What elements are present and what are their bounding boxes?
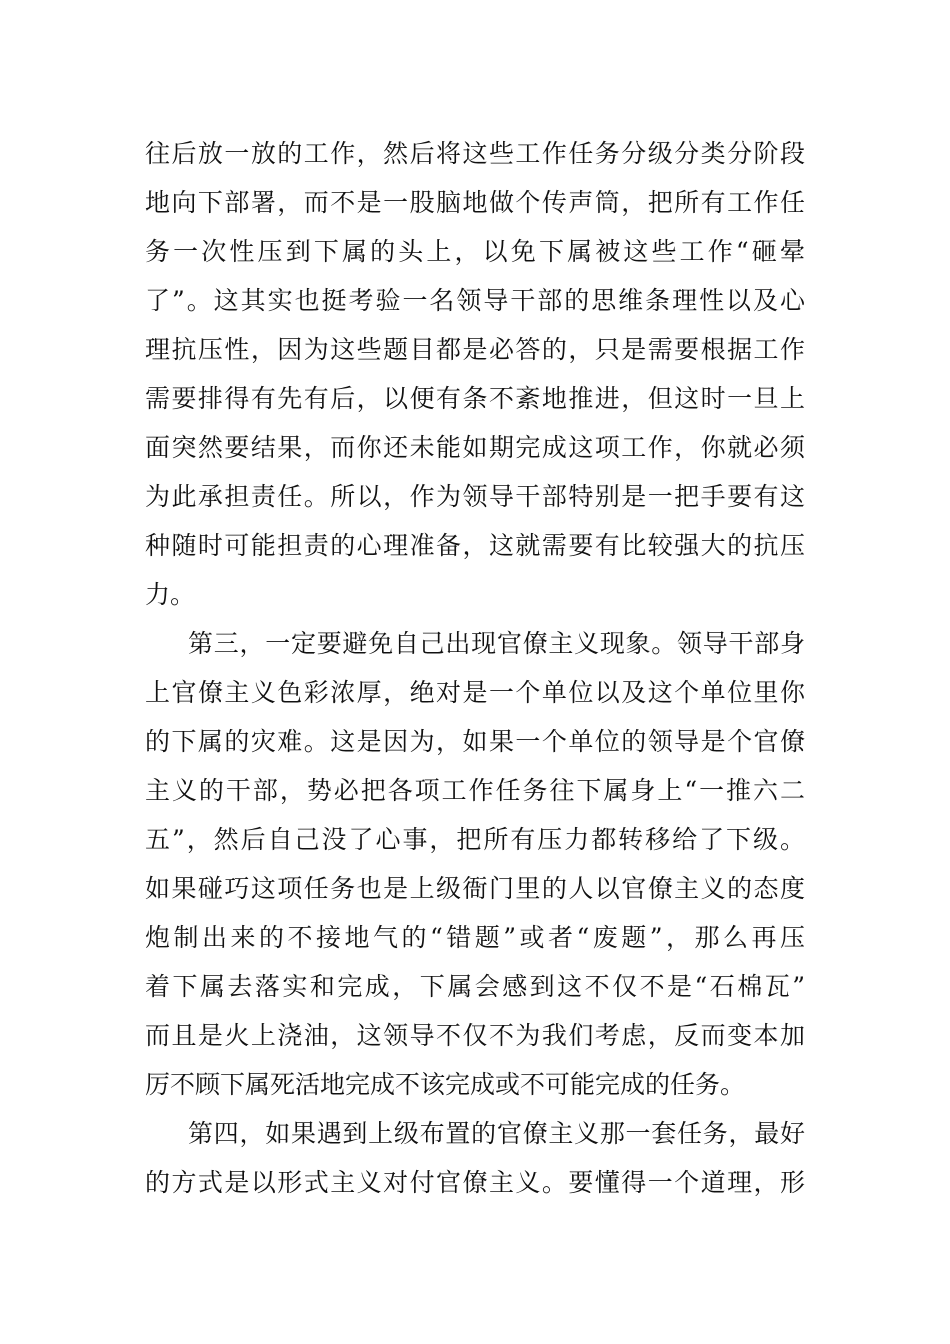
text-line: 往后放一放的工作，然后将这些工作任务分级分类分阶段 [145, 139, 805, 168]
text-line: 力。 [145, 580, 196, 609]
text-line: 地向下部署，而不是一股脑地做个传声筒，把所有工作任 [145, 188, 805, 217]
text-line: 而且是火上浇油，这领导不仅不为我们考虑，反而变本加 [145, 1021, 805, 1050]
text-line: 第三，一定要避免自己出现官僚主义现象。领导干部身 [188, 629, 805, 658]
text-line: 炮制出来的不接地气的“错题”或者“废题”，那么再压 [145, 923, 805, 952]
text-line: 务一次性压到下属的头上，以免下属被这些工作“砸晕 [145, 237, 805, 266]
text-line: 面突然要结果，而你还未能如期完成这项工作，你就必须 [145, 433, 805, 462]
text-line: 理抗压性，因为这些题目都是必答的，只是需要根据工作 [145, 335, 805, 364]
paragraph-3 [145, 1109, 805, 1207]
text-line: 的方式是以形式主义对付官僚主义。要懂得一个道理，形 [145, 1168, 805, 1197]
text-line: 了”。这其实也挺考验一名领导干部的思维条理性以及心 [145, 286, 805, 315]
text-line: 为此承担责任。所以，作为领导干部特别是一把手要有这 [145, 482, 805, 511]
text-line: 需要排得有先有后，以便有条不紊地推进，但这时一旦上 [145, 384, 805, 413]
paragraph-2 [145, 619, 805, 1109]
text-line: 的下属的灾难。这是因为，如果一个单位的领导是个官僚 [145, 727, 805, 756]
text-line: 如果碰巧这项任务也是上级衙门里的人以官僚主义的态度 [145, 874, 805, 903]
text-line: 第四，如果遇到上级布置的官僚主义那一套任务，最好 [188, 1119, 805, 1148]
body-text [145, 129, 805, 1207]
text-line: 主义的干部，势必把各项工作任务往下属身上“一推六二 [145, 776, 805, 805]
text-line: 着下属去落实和完成，下属会感到这不仅不是“石棉瓦” [145, 972, 805, 1001]
text-line: 厉不顾下属死活地完成不该完成或不可能完成的任务。 [145, 1070, 746, 1099]
text-line: 种随时可能担责的心理准备，这就需要有比较强大的抗压 [145, 531, 805, 560]
text-line: 上官僚主义色彩浓厚，绝对是一个单位以及这个单位里你 [145, 678, 805, 707]
paragraph-1 [145, 129, 805, 619]
text-line: 五”，然后自己没了心事，把所有压力都转移给了下级。 [145, 825, 805, 854]
